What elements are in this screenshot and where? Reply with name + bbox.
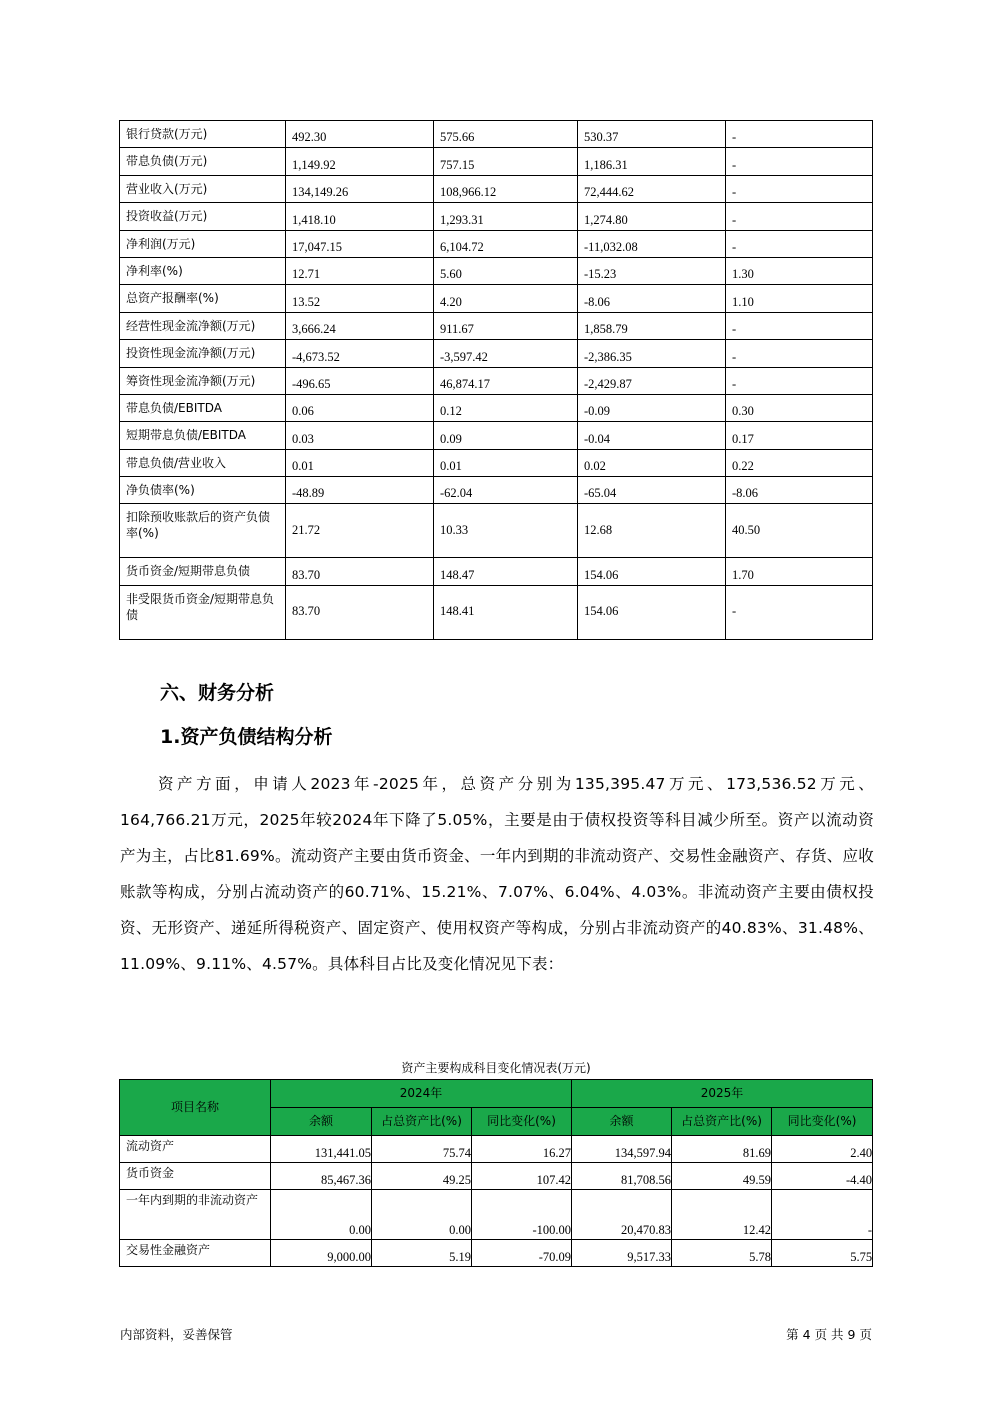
asset-value-b1: 131,441.05: [271, 1136, 372, 1163]
metric-value-v2023: 1,418.10: [286, 203, 434, 230]
asset-label: 交易性金融资产: [120, 1240, 271, 1267]
metric-value-v2025: -0.04: [578, 422, 726, 449]
metric-label: 筹资性现金流净额(万元): [120, 367, 286, 394]
metric-value-v2024: 1,293.31: [434, 203, 578, 230]
page-prefix: 第: [786, 1327, 799, 1342]
metric-value-v2024: 6,104.72: [434, 230, 578, 257]
metric-value-v2024: 46,874.17: [434, 367, 578, 394]
metrics-row: [120, 394, 873, 421]
metric-value-v2024: -3,597.42: [434, 340, 578, 367]
metric-label: 带息负债(万元): [120, 148, 286, 175]
metrics-row: [120, 148, 873, 175]
section-subheading: 1.资产负债结构分析: [160, 726, 333, 748]
metric-value-v2025: -2,429.87: [578, 367, 726, 394]
asset-value-r2: 49.59: [672, 1163, 772, 1190]
header-year-2024: 2024年: [271, 1080, 572, 1108]
metrics-row: [120, 340, 873, 367]
metric-value-v2023: 1,149.92: [286, 148, 434, 175]
page-mid: 页 共: [814, 1327, 844, 1342]
asset-value-b2: 9,517.33: [572, 1240, 672, 1267]
metric-value-v2025: 72,444.62: [578, 175, 726, 202]
header-year-2025: 2025年: [572, 1080, 873, 1108]
page-total: 9: [847, 1327, 856, 1342]
assets-row: [120, 1163, 873, 1190]
metric-value-v2023: 83.70: [286, 585, 434, 639]
metric-value-v2024: 108,966.12: [434, 175, 578, 202]
assets-row: [120, 1240, 873, 1267]
metric-label: 短期带息负债/EBITDA: [120, 422, 286, 449]
metric-value-v2024: 911.67: [434, 312, 578, 339]
assets-row: [120, 1136, 873, 1163]
metric-value-ref: 0.22: [726, 449, 873, 476]
metric-value-v2023: 21.72: [286, 504, 434, 558]
metric-value-v2023: -48.89: [286, 477, 434, 504]
asset-value-c2: -4.40: [772, 1163, 873, 1190]
metric-value-v2023: 3,666.24: [286, 312, 434, 339]
metrics-row: [120, 585, 873, 639]
metric-value-v2025: 154.06: [578, 585, 726, 639]
metric-value-v2024: 575.66: [434, 121, 578, 148]
metric-value-ref: -: [726, 585, 873, 639]
metric-value-v2023: 17,047.15: [286, 230, 434, 257]
asset-value-c2: 2.40: [772, 1136, 873, 1163]
metric-value-v2025: 1,186.31: [578, 148, 726, 175]
metric-value-v2023: -496.65: [286, 367, 434, 394]
asset-value-r1: 5.19: [372, 1240, 472, 1267]
metrics-row: [120, 449, 873, 476]
metric-value-ref: 1.10: [726, 285, 873, 312]
metric-label: 净利润(万元): [120, 230, 286, 257]
metric-value-v2024: 0.01: [434, 449, 578, 476]
asset-label: 一年内到期的非流动资产: [120, 1190, 271, 1240]
metric-value-v2024: 5.60: [434, 257, 578, 284]
asset-value-b2: 134,597.94: [572, 1136, 672, 1163]
asset-value-c2: 5.75: [772, 1240, 873, 1267]
asset-value-c1: -100.00: [472, 1190, 572, 1240]
metric-value-v2025: 1,274.80: [578, 203, 726, 230]
metric-value-v2023: 492.30: [286, 121, 434, 148]
metric-value-v2024: 0.09: [434, 422, 578, 449]
metric-value-v2024: 757.15: [434, 148, 578, 175]
header-change: 同比变化(%): [472, 1108, 572, 1136]
page-current: 4: [802, 1327, 811, 1342]
metric-value-v2024: 4.20: [434, 285, 578, 312]
metric-value-ref: -: [726, 340, 873, 367]
metric-value-v2025: 0.02: [578, 449, 726, 476]
metrics-row: [120, 230, 873, 257]
metric-value-v2024: 0.12: [434, 394, 578, 421]
header-balance: 余额: [271, 1108, 372, 1136]
page-suffix: 页: [859, 1327, 872, 1342]
header-ratio: 占总资产比(%): [372, 1108, 472, 1136]
metric-label: 带息负债/营业收入: [120, 449, 286, 476]
metric-value-v2025: -0.09: [578, 394, 726, 421]
metric-value-v2023: 12.71: [286, 257, 434, 284]
asset-value-b1: 85,467.36: [271, 1163, 372, 1190]
asset-value-c1: 16.27: [472, 1136, 572, 1163]
footer-confidential: 内部资料，妥善保管: [120, 1327, 233, 1342]
metric-value-v2025: -2,386.35: [578, 340, 726, 367]
metric-label: 总资产报酬率(%): [120, 285, 286, 312]
metric-label: 经营性现金流净额(万元): [120, 312, 286, 339]
metric-value-ref: -: [726, 367, 873, 394]
metric-value-v2025: -11,032.08: [578, 230, 726, 257]
metric-value-ref: 1.30: [726, 257, 873, 284]
metric-value-v2023: 0.06: [286, 394, 434, 421]
metrics-row: [120, 558, 873, 585]
section-heading: 六、财务分析: [160, 682, 275, 704]
metric-value-ref: -8.06: [726, 477, 873, 504]
metric-value-ref: -: [726, 175, 873, 202]
metric-value-v2025: 12.68: [578, 504, 726, 558]
asset-label: 流动资产: [120, 1136, 271, 1163]
metric-label: 扣除预收账款后的资产负债率(%): [120, 504, 286, 558]
metric-value-v2024: 148.41: [434, 585, 578, 639]
assets-table-body: [120, 1136, 873, 1267]
asset-value-c1: -70.09: [472, 1240, 572, 1267]
metric-value-v2024: 148.47: [434, 558, 578, 585]
header-change: 同比变化(%): [772, 1108, 873, 1136]
metric-value-v2024: 10.33: [434, 504, 578, 558]
metric-label: 带息负债/EBITDA: [120, 394, 286, 421]
asset-value-r1: 49.25: [372, 1163, 472, 1190]
asset-value-c1: 107.42: [472, 1163, 572, 1190]
assets-row: [120, 1190, 873, 1240]
metrics-row: [120, 121, 873, 148]
metric-value-v2023: -4,673.52: [286, 340, 434, 367]
metric-value-v2024: -62.04: [434, 477, 578, 504]
assets-composition-table: [119, 1079, 873, 1267]
metric-label: 净利率(%): [120, 257, 286, 284]
metrics-row: [120, 504, 873, 558]
financial-metrics-table: [119, 120, 873, 640]
page-number: [786, 1325, 872, 1343]
asset-value-b2: 20,470.83: [572, 1190, 672, 1240]
header-ratio: 占总资产比(%): [672, 1108, 772, 1136]
metrics-row: [120, 285, 873, 312]
metric-value-v2025: -8.06: [578, 285, 726, 312]
metric-label: 投资性现金流净额(万元): [120, 340, 286, 367]
metric-value-v2023: 83.70: [286, 558, 434, 585]
asset-value-b1: 9,000.00: [271, 1240, 372, 1267]
asset-value-b2: 81,708.56: [572, 1163, 672, 1190]
metric-value-v2023: 0.01: [286, 449, 434, 476]
metric-value-ref: 40.50: [726, 504, 873, 558]
metrics-table-body: [120, 121, 873, 640]
header-item-name: 项目名称: [120, 1080, 271, 1136]
metric-value-ref: -: [726, 203, 873, 230]
metrics-row: [120, 312, 873, 339]
asset-value-r2: 81.69: [672, 1136, 772, 1163]
header-balance: 余额: [572, 1108, 672, 1136]
asset-value-c2: -: [772, 1190, 873, 1240]
metrics-row: [120, 203, 873, 230]
analysis-paragraph: 资产方面，申请人2023年-2025年，总资产分别为135,395.47万元、173,536.52万元、164,766.21万元，2025年较2024年下降了5.05%，主要是由于债权投资等科目减少所至。资产以流动资产为主，占比81.69%。流动资产主要由货币资金、一年内到期的非流动资产、交易性金融资产、存货、应收账款等构成，分别占流动资产的60.71%、15.21%、7.07%、6.04%、4.03%。非流动资产主要由债权投资、无形资产、递延所得税资产、固定资产、使用权资产等构成，分别占非流动资产的40.83%、31.48%、11.09%、9.11%、4.57%。具体科目占比及变化情况见下表：: [120, 775, 874, 973]
asset-value-r1: 0.00: [372, 1190, 472, 1240]
metric-label: 货币资金/短期带息负债: [120, 558, 286, 585]
metric-value-v2025: 154.06: [578, 558, 726, 585]
metric-value-ref: -: [726, 148, 873, 175]
asset-value-r2: 12.42: [672, 1190, 772, 1240]
asset-value-r2: 5.78: [672, 1240, 772, 1267]
metric-value-ref: -: [726, 230, 873, 257]
metrics-row: [120, 367, 873, 394]
metric-label: 银行贷款(万元): [120, 121, 286, 148]
metric-label: 非受限货币资金/短期带息负债: [120, 585, 286, 639]
table-caption: 资产主要构成科目变化情况表(万元): [401, 1061, 591, 1075]
metric-value-v2023: 13.52: [286, 285, 434, 312]
metric-value-v2023: 0.03: [286, 422, 434, 449]
metric-value-ref: 0.17: [726, 422, 873, 449]
metric-value-ref: 0.30: [726, 394, 873, 421]
metric-value-ref: -: [726, 121, 873, 148]
metric-value-v2023: 134,149.26: [286, 175, 434, 202]
metrics-row: [120, 257, 873, 284]
metric-value-ref: 1.70: [726, 558, 873, 585]
metric-value-ref: -: [726, 312, 873, 339]
metrics-row: [120, 175, 873, 202]
metric-label: 营业收入(万元): [120, 175, 286, 202]
metrics-row: [120, 422, 873, 449]
metric-value-v2025: 530.37: [578, 121, 726, 148]
asset-value-r1: 75.74: [372, 1136, 472, 1163]
asset-label: 货币资金: [120, 1163, 271, 1190]
metric-label: 投资收益(万元): [120, 203, 286, 230]
metric-value-v2025: -65.04: [578, 477, 726, 504]
metric-label: 净负债率(%): [120, 477, 286, 504]
metric-value-v2025: -15.23: [578, 257, 726, 284]
metric-value-v2025: 1,858.79: [578, 312, 726, 339]
metrics-row: [120, 477, 873, 504]
asset-value-b1: 0.00: [271, 1190, 372, 1240]
